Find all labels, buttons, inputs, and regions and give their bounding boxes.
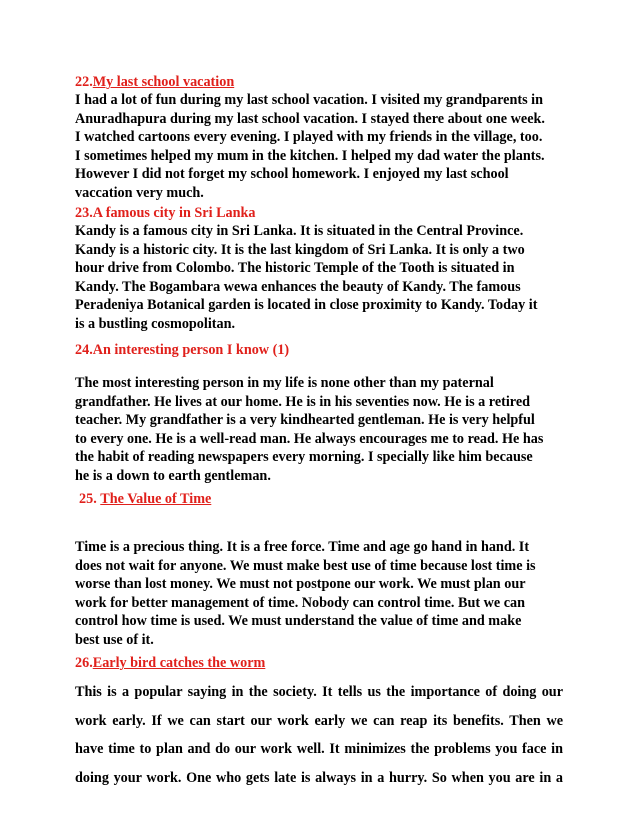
text-line: does not wait for anyone. We must make best use of time because lost time is — [75, 557, 536, 574]
essay-heading — [75, 205, 565, 222]
text-line: I watched cartoons every evening. I played with my friends in the village, too. — [75, 129, 543, 146]
text-line: work for better management of time. Nobody can control time. But we can — [75, 594, 525, 611]
text-line: control how time is used. We must understand the value of time and make — [75, 613, 522, 630]
essay-22 — [75, 74, 565, 203]
text-line: grandfather. He lives at our home. He is in his seventies now. He is a retired — [75, 393, 531, 410]
text-line: The most interesting person in my life is none other than my paternal — [75, 375, 494, 391]
text-line: hour drive from Colombo. The historic Temple of the Tooth is situated in — [75, 260, 515, 277]
text-line: Time is a precious thing. It is a free force. Time and age go hand in hand. It — [75, 539, 530, 555]
essay-24-body-block — [75, 374, 565, 486]
essay-heading — [75, 74, 565, 91]
text-line: doing your work. One who gets late is always in a hurry. So when you are in a — [75, 769, 563, 786]
text-line: Kandy. The Bogambara wewa enhances the beauty of Kandy. The famous — [75, 278, 521, 295]
text-line: I had a lot of fun during my last school vacation. I visited my grandparents in — [75, 92, 543, 108]
text-line: vaccation very much. — [75, 184, 204, 201]
essay-body — [75, 374, 565, 486]
essay-body — [75, 538, 565, 650]
text-line: worse than lost money. We must not postpone our work. We must plan our — [75, 576, 526, 593]
essay-body — [75, 91, 565, 203]
essay-body — [75, 678, 563, 792]
text-line: teacher. My grandfather is a very kindhearted gentleman. He is very helpful — [75, 412, 535, 429]
essay-number: 23. — [75, 205, 93, 221]
text-line: work early. If we can start our work early we can reap its benefits. Then we — [75, 712, 563, 729]
essay-heading — [79, 491, 569, 508]
text-line: the habit of reading newspapers every morning. I specially like him because — [75, 449, 533, 466]
essay-body — [75, 222, 565, 334]
text-line: This is a popular saying in the society. It tells us the importance of doing our — [75, 684, 563, 700]
text-line: is a bustling cosmopolitan. — [75, 315, 236, 332]
text-line: Anuradhapura during my last school vacation. I stayed there about one week. — [75, 110, 545, 127]
essay-25-body-block — [75, 538, 565, 650]
essay-number: 22. — [75, 74, 93, 90]
text-line: have time to plan and do our work well. It minimizes the problems you face in — [75, 741, 563, 758]
essay-23 — [75, 205, 565, 334]
essay-25 — [79, 491, 569, 508]
essay-title: A famous city in Sri Lanka — [92, 205, 256, 221]
text-line: Kandy is a historic city. It is the last kingdom of Sri Lanka. It is only a two — [75, 241, 525, 258]
text-line: I sometimes helped my mum in the kitchen. I helped my dad water the plants. — [75, 147, 545, 164]
essay-number: 25. — [79, 491, 97, 507]
essay-title: Early bird catches the worm — [92, 655, 266, 671]
text-line: Kandy is a famous city in Sri Lanka. It is situated in the Central Province. — [75, 223, 524, 239]
essay-heading — [75, 655, 565, 672]
text-line: to every one. He is a well-read man. He always encourages me to read. He has — [75, 430, 544, 447]
essay-heading — [75, 342, 565, 359]
text-line: Peradeniya Botanical garden is located in close proximity to Kandy. Today it — [75, 297, 538, 314]
essay-number: 26. — [75, 655, 93, 671]
essay-title: The Value of Time — [100, 491, 212, 507]
essay-24 — [75, 342, 565, 359]
text-line: best use of it. — [75, 631, 154, 648]
text-line: However I did not forget my school homework. I enjoyed my last school — [75, 166, 509, 183]
text-line: he is a down to earth gentleman. — [75, 467, 271, 484]
essay-26 — [75, 655, 565, 672]
essay-number: 24. — [75, 342, 93, 358]
essay-title: My last school vacation — [92, 74, 235, 90]
essay-26-body-block — [75, 678, 563, 792]
essay-title: An interesting person I know (1) — [92, 342, 290, 358]
